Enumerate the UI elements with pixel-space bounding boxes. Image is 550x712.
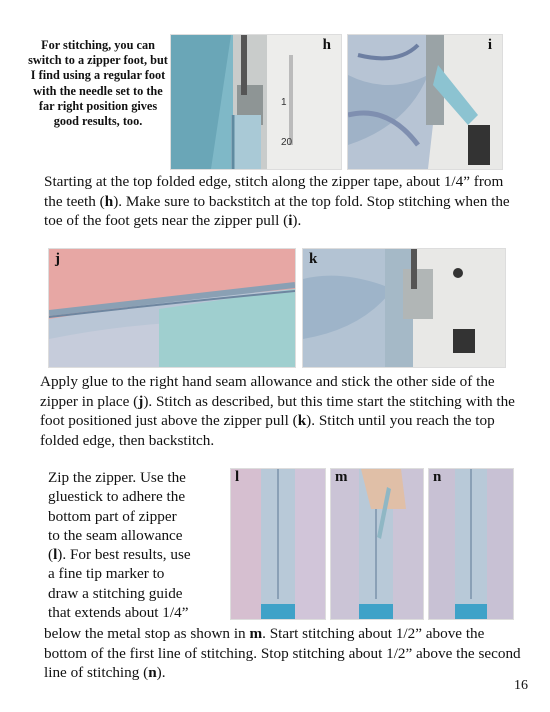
photo-i-label: i	[487, 37, 492, 53]
paragraph-text: ). For best results, use	[57, 546, 191, 564]
photo-k-label: k	[309, 251, 318, 267]
ref-l: l	[53, 546, 58, 564]
photo-l-label: l	[235, 469, 240, 485]
paragraph-line: that extends about 1/4”	[48, 604, 189, 622]
paragraph-step-l-m-n-narrow	[48, 468, 228, 622]
ref-i: i	[288, 212, 293, 229]
photo-k	[302, 248, 506, 368]
paragraph-line: gluestick to adhere the	[48, 488, 186, 506]
page-number: 16	[514, 678, 528, 693]
photo-m	[330, 468, 424, 620]
photo-j-image	[49, 249, 295, 367]
paragraph-line	[48, 545, 228, 564]
paragraph-text: below the metal stop as shown in	[44, 625, 250, 642]
photo-n	[428, 468, 514, 620]
photo-l-image	[231, 469, 325, 619]
paragraph-line: draw a stitching guide	[48, 584, 183, 602]
photo-h-label: h	[322, 37, 331, 53]
paragraph-text: ).	[156, 664, 166, 681]
photo-n-label: n	[433, 469, 442, 485]
paragraph-line: bottom part of zipper	[48, 507, 177, 525]
photo-h	[170, 34, 342, 170]
ref-h: h	[104, 192, 114, 210]
paragraph-step-l-m-n-rest	[44, 624, 524, 683]
paragraph-text: ). Stitch until you reach the top folded edge, then backstitch.	[40, 412, 495, 449]
paragraph-line: to the seam allowance	[48, 526, 183, 544]
stitching-tip: For stitching, you can switch to a zipper foot, but I find using a regular foot with the needle set to the far right position gives good results, too.	[28, 38, 168, 129]
photo-h-image	[171, 35, 341, 169]
photo-i	[347, 34, 503, 170]
photo-k-image	[303, 249, 505, 367]
svg-text:1: 1	[281, 97, 287, 108]
ref-n: n	[148, 664, 157, 681]
photo-l	[230, 468, 326, 620]
photo-m-label: m	[335, 469, 348, 485]
svg-text:20: 20	[281, 137, 293, 148]
paragraph-text: Apply glue to the right hand seam allowance and stick the other side of the zipper in place (	[40, 373, 495, 410]
photo-j-label: j	[55, 251, 60, 267]
photo-m-image	[331, 469, 423, 619]
photo-i-image	[348, 35, 502, 169]
ref-j: j	[138, 392, 144, 410]
ref-m: m	[249, 625, 263, 642]
paragraph-text: (	[48, 546, 54, 564]
photo-n-image	[429, 469, 513, 619]
ref-k: k	[297, 412, 307, 429]
paragraph-step-h-i	[44, 172, 524, 231]
paragraph-text: Starting at the top folded edge, stitch along the zipper tape, about 1/4” from the teeth (	[44, 173, 504, 210]
paragraph-text: ). Make sure to backstitch at the top fold. Stop stitching when the toe of the foot gets near the zipper pull (	[44, 192, 510, 229]
paragraph-line: Zip the zipper. Use the	[48, 469, 186, 486]
photo-j	[48, 248, 296, 368]
paragraph-line: a fine tip marker to	[48, 565, 165, 583]
paragraph-step-j-k	[40, 372, 524, 450]
paragraph-text: ).	[292, 212, 302, 229]
paragraph-text: ). Stitch as described, but this time start the stitching with the foot positioned just above the zipper pull (	[40, 392, 515, 429]
paragraph-text: . Start stitching about 1/2” above the bottom of the first line of stitching. Stop stitching about 1/2” above the second line of stitching (	[44, 625, 521, 681]
